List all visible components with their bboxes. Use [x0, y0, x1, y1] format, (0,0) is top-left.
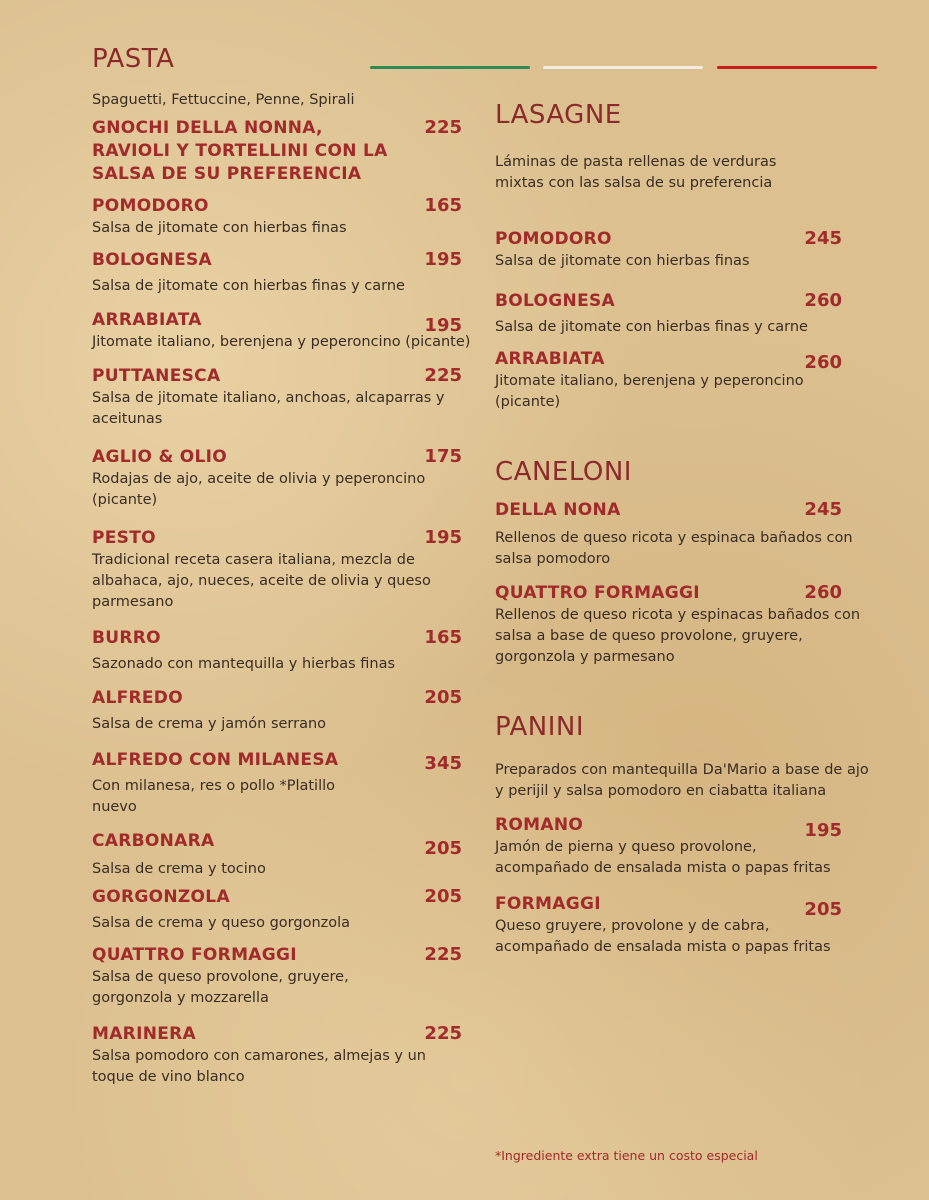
item-name: CARBONARA	[92, 831, 215, 851]
item-price: 245	[804, 228, 842, 249]
menu-item	[92, 1023, 472, 1088]
item-price: 165	[424, 627, 462, 648]
item-price: 345	[424, 753, 462, 774]
item-name: ROMANO	[495, 815, 584, 835]
item-name: FORMAGGI	[495, 894, 601, 914]
item-name: QUATTRO FORMAGGI	[495, 583, 700, 603]
item-name: POMODORO	[495, 229, 612, 249]
section-desc-pasta: Spaguetti, Fettuccine, Penne, Spirali	[92, 92, 355, 108]
item-desc: Sazonado con mantequilla y hierbas finas	[92, 656, 396, 672]
item-name: QUATTRO FORMAGGI	[92, 945, 297, 965]
item-name: ALFREDO	[92, 688, 183, 708]
item-name: MARINERA	[92, 1024, 196, 1044]
item-name: PUTTANESCA	[92, 366, 221, 386]
menu-item	[495, 893, 870, 958]
item-price: 195	[424, 315, 462, 336]
item-price: 225	[424, 365, 462, 386]
item-price: 195	[424, 249, 462, 270]
item-name: PESTO	[92, 528, 156, 548]
menu-item	[495, 290, 870, 338]
section-desc-lasagne: Láminas de pasta rellenas de verduras mixtas con las salsa de su preferencia	[495, 154, 777, 191]
item-desc: Salsa de crema y tocino	[92, 861, 266, 877]
item-desc: Jamón de pierna y queso provolone, acompañado de ensalada mista o papas fritas	[495, 839, 831, 876]
item-desc: Con milanesa, res o pollo *Platillo nuevo	[92, 778, 336, 815]
menu-item	[495, 499, 870, 570]
item-price: 205	[804, 899, 842, 920]
section-title-caneloni: CANELONI	[495, 457, 632, 487]
item-price: 165	[424, 195, 462, 216]
item-name: POMODORO	[92, 196, 209, 216]
item-desc: Salsa de crema y queso gorgonzola	[92, 915, 351, 931]
flag-stripe-red	[717, 66, 877, 69]
item-price: 260	[804, 290, 842, 311]
item-price: 225	[424, 1023, 462, 1044]
item-price: 260	[804, 352, 842, 373]
section-title-panini: PANINI	[495, 712, 585, 742]
item-price: 225	[424, 117, 462, 138]
item-price: 195	[804, 820, 842, 841]
menu-item	[92, 527, 472, 613]
item-desc: Salsa de queso provolone, gruyere, gorgonzola y mozzarella	[92, 969, 349, 1006]
menu-item	[92, 309, 472, 353]
item-price: 175	[424, 446, 462, 467]
item-desc: Salsa de jitomate italiano, anchoas, alcaparras y aceitunas	[92, 390, 445, 427]
item-name: DELLA NONA	[495, 500, 621, 520]
menu-item	[92, 249, 472, 297]
section-title-lasagne: LASAGNE	[495, 100, 622, 130]
pasta-column	[92, 44, 472, 1088]
item-desc: Rellenos de queso ricota y espinaca bañados con salsa pomodoro	[495, 530, 853, 567]
item-desc: Salsa pomodoro con camarones, almejas y un toque de vino blanco	[92, 1048, 426, 1085]
menu-item	[92, 365, 472, 430]
item-name: GORGONZOLA	[92, 887, 230, 907]
flag-stripe-white	[543, 66, 703, 69]
menu-item	[92, 830, 472, 880]
item-price: 225	[424, 944, 462, 965]
item-desc: Salsa de jitomate con hierbas finas	[92, 220, 347, 236]
menu-item	[495, 814, 870, 879]
menu-item	[92, 195, 472, 239]
item-price: 205	[424, 886, 462, 907]
section-desc-panini: Preparados con mantequilla Da'Mario a base de ajo y perijil y salsa pomodoro en ciabatta italiana	[495, 762, 869, 799]
menu-item	[92, 749, 472, 818]
item-price: 205	[424, 687, 462, 708]
menu-item	[92, 886, 472, 934]
item-price: 195	[424, 527, 462, 548]
menu-item	[92, 446, 472, 511]
menu-item	[495, 348, 870, 413]
right-column	[495, 100, 870, 958]
item-desc: Rellenos de queso ricota y espinacas bañados con salsa a base de queso provolone, gruyere, gorgonzola y parmesano	[495, 607, 861, 665]
item-name: ARRABIATA	[495, 349, 605, 369]
item-name: ARRABIATA	[92, 310, 202, 330]
item-price: 205	[424, 838, 462, 859]
menu-item	[495, 228, 870, 272]
item-desc: Rodajas de ajo, aceite de olivia y peperoncino (picante)	[92, 471, 426, 508]
item-desc: Jitomate italiano, berenjena y peperoncino (picante)	[495, 373, 804, 410]
menu-item	[92, 687, 472, 735]
item-desc: Salsa de crema y jamón serrano	[92, 716, 327, 732]
item-price: 260	[804, 582, 842, 603]
item-desc: Salsa de jitomate con hierbas finas y carne	[495, 319, 808, 335]
item-desc: Salsa de jitomate con hierbas finas y carne	[92, 278, 405, 294]
item-price: 245	[804, 499, 842, 520]
item-desc: Jitomate italiano, berenjena y peperoncino (picante)	[92, 334, 471, 350]
item-desc: Salsa de jitomate con hierbas finas	[495, 253, 750, 269]
item-desc: Queso gruyere, provolone y de cabra, acompañado de ensalada mista o papas fritas	[495, 918, 831, 955]
item-name: AGLIO & OLIO	[92, 447, 228, 467]
item-name: BOLOGNESA	[92, 250, 212, 270]
section-title-pasta: PASTA	[92, 44, 175, 74]
item-name: BURRO	[92, 628, 161, 648]
menu-item	[495, 582, 870, 668]
menu-item	[92, 944, 472, 1009]
menu-item	[92, 627, 472, 675]
extra-ingredient-note: *Ingrediente extra tiene un costo especial	[495, 1148, 758, 1163]
item-name: GNOCHI DELLA NONNA, RAVIOLI Y TORTELLINI CON LA SALSA DE SU PREFERENCIA	[92, 118, 388, 184]
menu-item	[92, 117, 472, 186]
item-desc: Tradicional receta casera italiana, mezcla de albahaca, ajo, nueces, aceite de olivia y queso parmesano	[92, 552, 431, 610]
item-name: ALFREDO CON MILANESA	[92, 750, 339, 770]
item-name: BOLOGNESA	[495, 291, 615, 311]
